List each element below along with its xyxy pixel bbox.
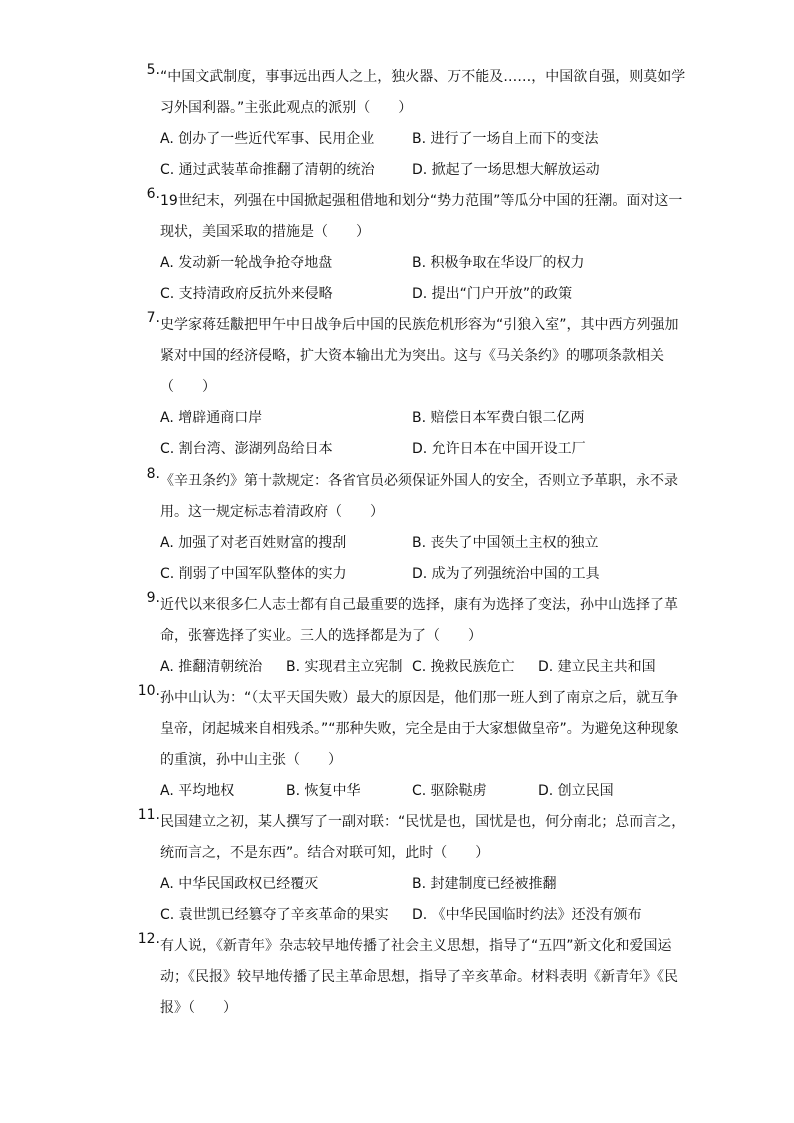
question-number: 12. bbox=[137, 931, 160, 947]
question-stem: 史学家蒋廷黻把甲午中日战争后中国的民族危机形容为“引狼入室”，其中西方列强加紧对中国的经济侵略，扩大资本输出尤为突出。这与《马关条约》的哪项条款相关（ ） bbox=[160, 317, 679, 395]
option-c[interactable]: C. 割台湾、澎湖列岛给日本 bbox=[160, 441, 333, 457]
options-row bbox=[160, 403, 692, 434]
question-9 bbox=[132, 590, 692, 683]
options-row bbox=[160, 776, 692, 807]
option-a[interactable]: A. 平均地权 bbox=[160, 783, 235, 799]
options-row bbox=[160, 248, 692, 279]
option-d[interactable]: D. 成为了列强统治中国的工具 bbox=[412, 566, 600, 582]
options-row bbox=[160, 528, 692, 559]
option-d[interactable]: D. 掀起了一场思想大解放运动 bbox=[412, 162, 600, 178]
option-d[interactable]: D. 允许日本在中国开设工厂 bbox=[412, 441, 586, 457]
option-a[interactable]: A. 加强了对老百姓财富的搜刮 bbox=[160, 535, 347, 551]
question-stem: 近代以来很多仁人志士都有自己最重要的选择，康有为选择了变法，孙中山选择了革命，张謇选择了实业。三人的选择都是为了（ ） bbox=[160, 597, 678, 644]
question-number: 7. bbox=[146, 310, 160, 326]
options-row bbox=[160, 279, 692, 310]
option-c[interactable]: C. 驱除鞑虏 bbox=[412, 783, 487, 799]
question-stem: 《辛丑条约》第十款规定：各省官员必须保证外国人的安全，否则立予革职，永不录用。这一规定标志着清政府（ ） bbox=[160, 473, 678, 520]
option-b[interactable]: B. 赔偿日本军费白银二亿两 bbox=[412, 410, 585, 426]
option-a[interactable]: A. 增辟通商口岸 bbox=[160, 410, 263, 426]
option-b[interactable]: B. 封建制度已经被推翻 bbox=[412, 876, 557, 892]
question-10 bbox=[132, 683, 692, 807]
option-b[interactable]: B. 实现君主立宪制 bbox=[286, 659, 403, 675]
option-c[interactable]: C. 袁世凯已经篡夺了辛亥革命的果实 bbox=[160, 907, 389, 923]
option-b[interactable]: B. 丧失了中国领土主权的独立 bbox=[412, 535, 599, 551]
option-b[interactable]: B. 恢复中华 bbox=[286, 783, 361, 799]
option-c[interactable]: C. 通过武装革命推翻了清朝的统治 bbox=[160, 162, 375, 178]
question-12 bbox=[132, 931, 692, 1024]
options-row bbox=[160, 155, 692, 186]
options-row bbox=[160, 869, 692, 900]
question-stem: 有人说，《新青年》杂志较早地传播了社会主义思想，指导了“五四”新文化和爱国运动；《民报》较早地传播了民主革命思想，指导了辛亥革命。材料表明《新青年》《民报》（ ） bbox=[160, 938, 678, 1016]
question-7 bbox=[132, 310, 692, 465]
question-number: 9. bbox=[146, 590, 160, 606]
option-d[interactable]: D. 建立民主共和国 bbox=[538, 659, 656, 675]
options-row bbox=[160, 124, 692, 155]
option-d[interactable]: D. 创立民国 bbox=[538, 783, 614, 799]
option-a[interactable]: A. 中华民国政权已经覆灭 bbox=[160, 876, 319, 892]
options-row bbox=[160, 434, 692, 465]
option-a[interactable]: A. 创办了一些近代军事、民用企业 bbox=[160, 131, 375, 147]
options-row bbox=[160, 652, 692, 683]
option-b[interactable]: B. 积极争取在华设厂的权力 bbox=[412, 255, 585, 271]
question-number: 6. bbox=[146, 186, 160, 202]
question-number: 8. bbox=[146, 466, 160, 482]
question-stem: 民国建立之初，某人撰写了一副对联：“民忧是也，国忧是也，何分南北；总而言之，统而言之，不是东西”。结合对联可知，此时（ ） bbox=[160, 814, 686, 861]
option-c[interactable]: C. 挽救民族危亡 bbox=[412, 659, 515, 675]
question-6 bbox=[132, 186, 692, 310]
option-d[interactable]: D. 《中华民国临时约法》还没有颁布 bbox=[412, 907, 642, 923]
question-stem: 19世纪末，列强在中国掀起强租借地和划分“势力范围”等瓜分中国的狂潮。面对这一现状，美国采取的措施是（ ） bbox=[160, 193, 683, 240]
question-11 bbox=[132, 807, 692, 931]
option-d[interactable]: D. 提出“门户开放”的政策 bbox=[412, 286, 573, 302]
question-number: 10. bbox=[137, 683, 160, 699]
options-row bbox=[160, 559, 692, 590]
question-number: 11. bbox=[137, 807, 160, 823]
option-a[interactable]: A. 推翻清朝统治 bbox=[160, 659, 263, 675]
question-8 bbox=[132, 466, 692, 590]
question-stem: “中国文武制度，事事远出西人之上，独火器、万不能及……，中国欲自强，则莫如学习外国利器。”主张此观点的派别（ ） bbox=[160, 69, 686, 116]
option-c[interactable]: C. 削弱了中国军队整体的实力 bbox=[160, 566, 347, 582]
option-a[interactable]: A. 发动新一轮战争抢夺地盘 bbox=[160, 255, 333, 271]
options-row bbox=[160, 900, 692, 931]
question-5 bbox=[132, 62, 692, 186]
question-number: 5. bbox=[146, 62, 160, 78]
option-c[interactable]: C. 支持清政府反抗外来侵略 bbox=[160, 286, 333, 302]
option-b[interactable]: B. 进行了一场自上而下的变法 bbox=[412, 131, 599, 147]
question-stem: 孙中山认为：“（太平天国失败）最大的原因是，他们那一班人到了南京之后，就互争皇帝，闭起城来自相残杀。”“那种失败，完全是由于大家想做皇帝”。为避免这种现象的重演，孙中山主张（ ） bbox=[160, 690, 679, 768]
